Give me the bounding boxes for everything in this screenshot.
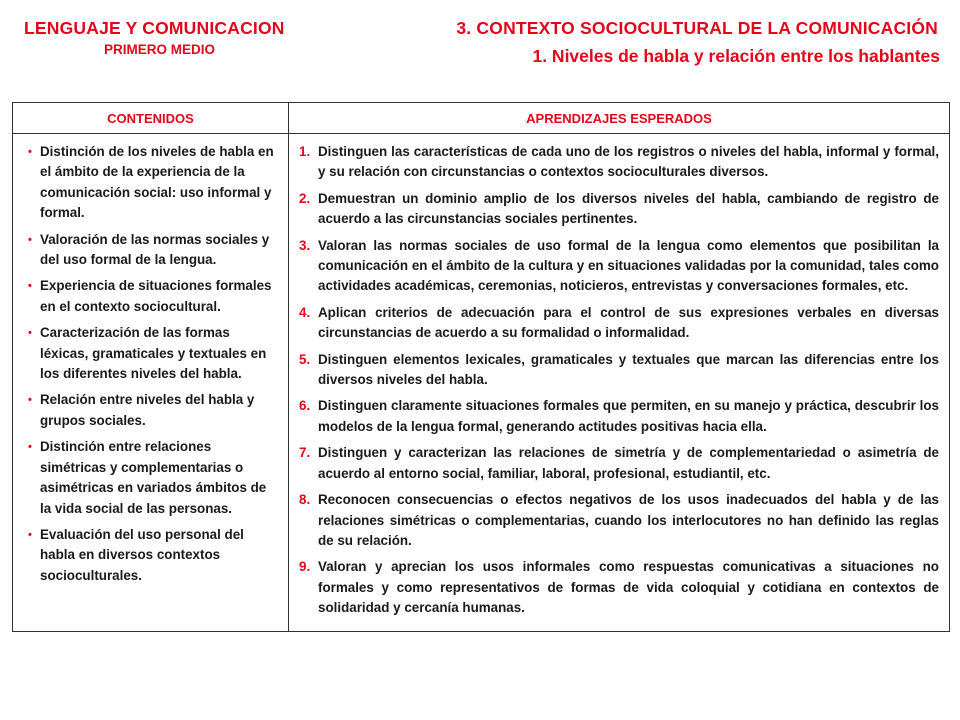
aprendizajes-cell xyxy=(289,134,950,632)
item-number: 8. xyxy=(299,492,311,508)
header-contenidos: CONTENIDOS xyxy=(13,103,289,134)
list-item xyxy=(299,396,939,437)
table-body-row xyxy=(13,134,950,632)
item-number: 4. xyxy=(299,304,311,320)
item-number: 2. xyxy=(299,190,311,206)
item-text: Reconocen consecuencias o efectos negativos de los usos inadecuados del habla y de las relaciones simétricas o complementarias, cuando los interlocutores no han definido las reglas de su relación. xyxy=(318,492,939,548)
item-number: 5. xyxy=(299,351,311,367)
list-item xyxy=(299,142,939,183)
item-text: Demuestran un dominio amplio de los diversos niveles del habla, cambiando de registro de acuerdo a las circunstancias sociales pertinentes. xyxy=(318,190,939,227)
item-number: 6. xyxy=(299,398,311,414)
list-item: • Distinción entre relaciones simétricas y complementarias o asimétricas en variados ámbitos de la vida social de las personas. xyxy=(28,437,276,519)
item-text: Valoran las normas sociales de uso formal de la lengua como elementos que posibilitan la comunicación en el ámbito de la cultura y en situaciones validadas por la comunidad, tales como actividades académicas, ceremonias, noticieros, entrevistas y conversaciones formales, etc. xyxy=(318,237,939,294)
level-subtitle: PRIMERO MEDIO xyxy=(104,42,216,57)
item-text: Distinguen elementos lexicales, gramaticales y textuales que marcan las diferencias entre los diversos niveles del habla. xyxy=(318,351,939,388)
list-item: • Distinción de los niveles de habla en el ámbito de la experiencia de la comunicación social: uso informal y formal. xyxy=(28,142,276,224)
list-item xyxy=(299,189,939,230)
list-item xyxy=(299,350,939,391)
item-number: 3. xyxy=(299,237,311,253)
list-item xyxy=(299,490,939,551)
item-text: Distinguen y caracterizan las relaciones de simetría y de complementariedad o asimetría de acuerdo al entorno social, familiar, laboral, profesional, estudiantil, etc. xyxy=(318,445,939,481)
aprendizajes-list xyxy=(289,134,949,631)
list-item: • Valoración de las normas sociales y del uso formal de la lengua. xyxy=(28,230,276,271)
list-item xyxy=(299,557,939,618)
header-aprendizajes: APRENDIZAJES ESPERADOS xyxy=(289,103,950,134)
item-number: 9. xyxy=(299,559,311,575)
topic-subtitle: 1. Niveles de habla y relación entre los hablantes xyxy=(532,46,940,66)
unit-title: 3. CONTEXTO SOCIOCULTURAL DE LA COMUNICACIÓN xyxy=(456,18,938,38)
item-number: 7. xyxy=(299,445,311,461)
subject-title: LENGUAJE Y COMUNICACION xyxy=(24,18,285,38)
table-header-row xyxy=(13,103,950,134)
item-text: Valoran y aprecian los usos informales como respuestas comunicativas a situaciones no formales y como representativos de formas de vida coloquial y cotidiana en contextos de solidaridad y cercanía humanas. xyxy=(318,559,939,616)
list-item xyxy=(299,303,939,344)
contenidos-cell xyxy=(13,134,289,632)
item-text: Aplican criterios de adecuación para el control de sus expresiones verbales en diversas circunstancias de acuerdo a su formalidad o informalidad. xyxy=(318,304,939,341)
item-text: Distinguen las características de cada uno de los registros o niveles del habla, informal y formal, y su relación con circunstancias o contextos socioculturales diversos. xyxy=(318,144,939,180)
curriculum-table xyxy=(12,102,950,632)
item-number: 1. xyxy=(299,144,311,159)
list-item xyxy=(299,236,939,297)
list-item: • Evaluación del uso personal del habla en diversos contextos socioculturales. xyxy=(28,525,276,586)
contenidos-list xyxy=(13,134,288,598)
list-item: • Relación entre niveles del habla y grupos sociales. xyxy=(28,390,276,431)
list-item: • Caracterización de las formas léxicas, gramaticales y textuales en los diferentes niveles del habla. xyxy=(28,323,276,384)
list-item: • Experiencia de situaciones formales en el contexto sociocultural. xyxy=(28,276,276,317)
item-text: Distinguen claramente situaciones formales que permiten, en su manejo y práctica, descubrir los modelos de la lengua formal, generando actitudes positivas hacia ella. xyxy=(318,398,939,434)
list-item xyxy=(299,443,939,484)
